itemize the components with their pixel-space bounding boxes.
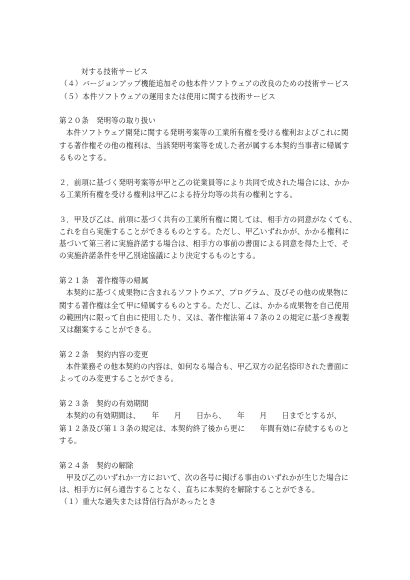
paragraph-line: 本契約の有効期間は、 年 月 日から、 年 月 日までとするが、 <box>66 411 342 421</box>
paragraph-line: 又は翻案することができる。 <box>59 325 156 335</box>
paragraph-line: 基づいて第三者に実施許諾する場合は、相手方の事前の書面による同意を得た上で、そ <box>59 239 350 249</box>
paragraph-line: 関する著作権は全て甲に帰属するものとする。ただし、乙は、かかる成果物を自己使用 <box>59 300 350 310</box>
paragraph-line: する。 <box>59 435 82 445</box>
article-20-heading: 第２０条 発明等の取り扱い <box>59 116 156 126</box>
paragraph-line: する著作権その他の権利は、当該発明考案等を成した者が属する本契約当事者に帰属す <box>59 140 350 150</box>
spacer <box>59 201 359 213</box>
list-item: （４）バージョンアップ機能追加その他本件ソフトウェアの改良のための技術サービス <box>60 79 350 89</box>
spacer <box>59 447 359 459</box>
article-23-heading: 第２３条 契約の有効期間 <box>59 399 149 409</box>
paragraph-line: の実施許諾条件を甲乙別途協議により決定するものとする。 <box>59 251 260 261</box>
paragraph-line: ３．甲及び乙は、前項に基づく共有の工業所有権に関しては、相手方の同意がなくても、 <box>59 214 357 224</box>
spacer <box>59 263 359 275</box>
paragraph-line: 本契約に基づく成果物に含まれるソフトウエア、プログラム、及びその他の成果物に <box>66 288 349 298</box>
list-item: （１）重大な過失または背信行為があったとき <box>60 497 217 507</box>
paragraph-line: 第１２条及び第１３条の規定は、本契約終了後から更に 年間有効に存続するものと <box>59 423 350 433</box>
paragraph-line: ２．前項に基づく発明考案等が甲と乙の従業員等により共同で成された場合には、かか <box>59 177 350 187</box>
spacer <box>59 103 359 115</box>
spacer <box>59 337 359 349</box>
article-21-heading: 第２１条 著作権等の帰属 <box>59 276 149 286</box>
spacer <box>59 386 359 398</box>
text-line: 対する技術サービス <box>81 67 148 76</box>
paragraph-line: るものとする。 <box>59 153 112 163</box>
paragraph-line: は、相手方に何ら通告することなく、直ちに本契約を解除することができる。 <box>59 485 320 495</box>
paragraph-line: 本件ソフトウェア開発に関する発明考案等の工業所有権を受ける権利およびこれに関 <box>66 128 349 138</box>
article-24-heading: 第２４条 契約の解除 <box>59 460 134 470</box>
paragraph-line: る工業所有権を受ける権利は甲乙による持分均等の共有の権利とする。 <box>59 189 298 199</box>
paragraph-line: の範囲内に限って自由に使用したり、又は、著作権法第４７条の２の規定に基づき複製 <box>59 312 350 322</box>
spacer <box>59 164 359 176</box>
document-body <box>59 66 359 509</box>
paragraph-line: 甲及び乙のいずれか一方において、次の各号に掲げる事由のいずれかが生じた場合に <box>66 472 349 482</box>
list-item: （５）本件ソフトウェアの運用または使用に関する技術サービス <box>60 91 276 101</box>
paragraph-line: これを自ら実施することができるものとする。ただし、甲乙いずれかが、かかる権利に <box>59 226 350 236</box>
paragraph-line: 本件業務その他本契約の内容は、如何なる場合も、甲乙双方の記名捺印された書面に <box>66 362 349 372</box>
article-22-heading: 第２２条 契約内容の変更 <box>59 349 149 359</box>
paragraph-line: よってのみ変更することができる。 <box>59 374 179 384</box>
